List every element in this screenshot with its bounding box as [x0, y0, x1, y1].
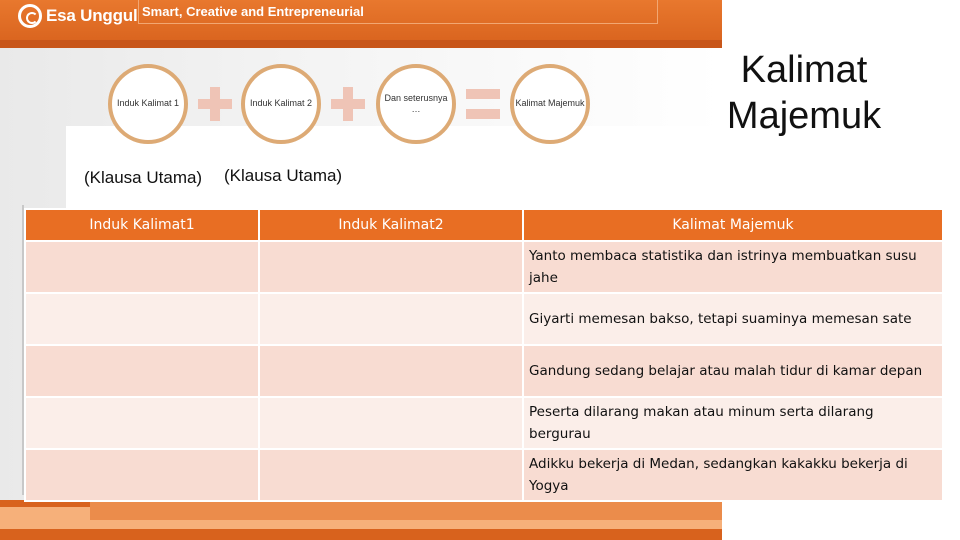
cell-induk-1[interactable] — [25, 241, 259, 293]
table-header-row — [25, 209, 943, 241]
logo-text: Esa Unggul — [46, 6, 138, 25]
cell-induk-2[interactable] — [259, 449, 523, 501]
slide-title-line1: Kalimat — [740, 49, 868, 91]
table-row — [25, 345, 943, 397]
cell-induk-1[interactable] — [25, 345, 259, 397]
slide-title-line2: Majemuk — [726, 94, 882, 137]
cell-kalimat-majemuk: Yanto membaca statistika dan istrinya membuatkan susu jahe — [523, 241, 943, 293]
circle-label: Induk Kalimat 2 — [249, 98, 313, 109]
table-row — [25, 449, 943, 501]
tagline: Smart, Creative and Entrepreneurial — [142, 4, 364, 19]
slide-title — [714, 48, 894, 139]
cell-induk-2[interactable] — [259, 293, 523, 345]
cell-induk-1[interactable] — [25, 397, 259, 449]
klausa-label-left: (Klausa Utama) — [84, 168, 203, 187]
cell-kalimat-majemuk: Giyarti memesan bakso, tetapi suaminya memesan sate — [523, 293, 943, 345]
header-shade — [0, 40, 722, 48]
header-induk-kalimat-1: Induk Kalimat1 — [25, 209, 259, 241]
cell-induk-2[interactable] — [259, 397, 523, 449]
table-row — [25, 241, 943, 293]
plus-icon — [198, 87, 232, 121]
footer-band — [90, 500, 722, 520]
cell-kalimat-majemuk: Gandung sedang belajar atau malah tidur di kamar depan — [523, 345, 943, 397]
cell-kalimat-majemuk: Peserta dilarang makan atau minum serta dilarang bergurau — [523, 397, 943, 449]
circle-kalimat-majemuk — [510, 64, 590, 144]
cell-induk-2[interactable] — [259, 241, 523, 293]
circle-dan-seterusnya — [376, 64, 456, 144]
circle-induk-kalimat-2 — [241, 64, 321, 144]
header-induk-kalimat-2: Induk Kalimat2 — [259, 209, 523, 241]
circle-label: Dan seterusnya … — [384, 92, 448, 114]
plus-icon — [331, 87, 365, 121]
header-kalimat-majemuk: Kalimat Majemuk — [523, 209, 943, 241]
circle-label: Kalimat Majemuk — [515, 98, 585, 109]
examples-table — [24, 208, 944, 502]
cell-induk-1[interactable] — [25, 293, 259, 345]
equals-icon — [466, 89, 500, 119]
cell-induk-2[interactable] — [259, 345, 523, 397]
table-row — [25, 293, 943, 345]
circle-induk-kalimat-1 — [108, 64, 188, 144]
circle-label: Induk Kalimat 1 — [116, 98, 180, 109]
klausa-label-right: (Klausa Utama) — [224, 166, 343, 185]
cell-induk-1[interactable] — [25, 449, 259, 501]
cell-kalimat-majemuk: Adikku bekerja di Medan, sedangkan kakakku bekerja di Yogya — [523, 449, 943, 501]
university-logo — [18, 4, 138, 28]
logo-icon — [18, 4, 42, 28]
table-row — [25, 397, 943, 449]
